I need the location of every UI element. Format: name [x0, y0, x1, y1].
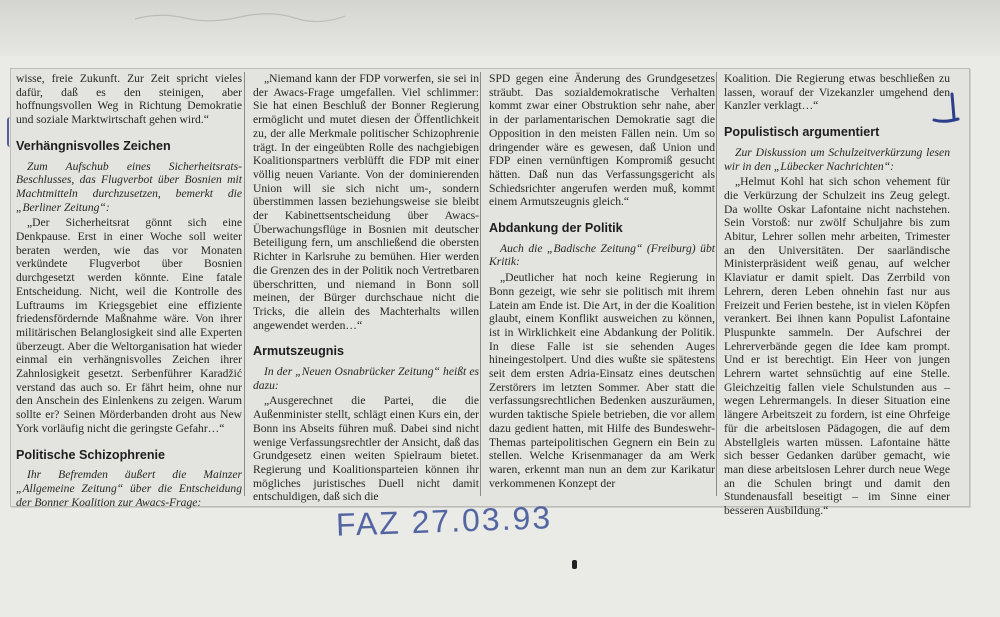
heading: Armutszeugnis	[253, 344, 344, 359]
heading: Populistisch argumentiert	[724, 125, 880, 140]
paragraph: SPD gegen eine Änderung des Grundgesetzes sträubt. Das sozialdemokratische Verhalten kommt zwar einer Obstruktion sehr nahe, aber in der parlamentarischen Demokratie sagt die Opposition in den meisten Fällen nein. Um so dringender wäre es gewesen, daß Union und FDP einen vernünftigen Kompromiß gesucht hätten. Daß nun das Verfassungsgericht als Schiedsrichter angerufen werden muß, kommt einem Armutszeugnis gleich.“	[489, 72, 715, 209]
column-1	[16, 72, 242, 511]
intro-line: Zum Aufschub eines Sicherheitsrats-Beschlusses, das Flugverbot über Bosnien mit Machtmitteln durchzusetzen, bemerkt die „Berliner Zeitung“:	[16, 159, 242, 214]
paragraph: „Ausgerechnet die Partei, die die Außenminister stellt, schlägt einen Kurs ein, der Bonn ins Abseits führen muß. Dabei sind nicht wenige Verfassungsrechtler der Ansicht, daß das Grundgesetz einen weiten Spielraum bietet. Regierung und Koalitionsparteien können ihr mögliches juristisches Duell nicht damit entschuldigen, daß sich die	[253, 394, 479, 504]
intro-line: In der „Neuen Osnabrücker Zeitung“ heißt es dazu:	[253, 365, 479, 392]
intro-line: Ihr Befremden äußert die Mainzer „Allgemeine Zeitung“ über die Entscheidung der Bonner Koalition zur Awacs-Frage:	[16, 468, 242, 509]
intro-line: Zur Diskussion um Schulzeitverkürzung lesen wir in den „Lübecker Nachrichten“:	[724, 145, 950, 173]
heading: Politische Schizophrenie	[16, 447, 166, 462]
paragraph: „Deutlicher hat noch keine Regierung in Bonn gezeigt, wie sehr sie politisch mit ihrem Latein am Ende ist. Die Art, in der die Koalition glaubt, einem Konflikt ausweichen zu können, ist in Wirklichkeit eine Abdankung der Politik. In diese Falle ist sie sehenden Auges hineingestolpert. Und dies wußte sie spätestens seit dem ersten Adria-Einsatz eines deutschen Zerstörers im letzten Sommer. Aber statt die verfassungsrechtlichen Bedenken auszuräumen, wurden taktische Spiele betrieben, die vor allem dazu gedient hatten, mit Hilfe des Bundeswehr-Themas parteipolitischen Gegnern ein Bein zu stellen. Welche Krisenmanager da am Werk waren, erkennt man nun an dem zur Karikatur verkommenen Konzept der	[489, 271, 715, 490]
margin-pen-mark	[7, 117, 15, 147]
paragraph: „Helmut Kohl hat sich schon vehement für die Verkürzung der Schulzeit ins Zeug gelegt. Da wollte Oskar Lafontaine nicht nachstehen. Sein Vorstoß: nur zwölf Schuljahre bis zum Abitur, Lehrer sollen mehr arbeiten, Trimester an den Universitäten. Der saarländische Ministerpräsident weiß genau, auf welcher Klaviatur er damit spielt. Das Zerrbild von Lehrern, deren Leben ohnehin fast nur aus Freizeit und Ferien bestehe, ist in vielen Köpfen verankert. Bei ihnen kann Populist Lafontaine Pluspunkte sammeln. Der Aufschrei der Lehrerverbände gegen die Idee kam prompt. Und er ist berechtigt. Ein Heer von jungen Lehrern wartet sehnsüchtig auf eine Stelle. Gleichzeitig fallen viele Schulstunden aus – wegen Lehrermangels. In dieser Situation eine längere Arbeitszeit zu fordern, ist eine Ohrfeige für die arbeitslosen Pädagogen, die auf dem Abstellgleis warten müssen. Lafontaine hätte sich besser Gedanken darüber gemacht, wie man diese arbeitslosen Lehrer durch neue Wege an die Schulen bringt und damit den Stundenausfall beseitigt – im Sinne einer besseren Ausbildung.“	[724, 175, 950, 518]
column-3	[489, 72, 715, 490]
column-2	[253, 72, 479, 504]
column-rule	[244, 72, 245, 496]
top-paper-edge	[0, 0, 1000, 56]
paragraph: wisse, freie Zukunft. Zur Zeit spricht vieles dafür, daß es den steinigen, aber hoffnungsvollen Weg in Richtung Demokratie und soziale Marktwirtschaft gehen wird.“	[16, 72, 242, 127]
handwritten-source-note: FAZ 27.03.93	[335, 499, 553, 543]
paragraph: „Der Sicherheitsrat gönnt sich eine Denkpause. Erst in einer Woche soll weiter beraten werden, wie das vor Monaten verkündete Flugverbot über Bosnien durchgesetzt werden könnte. Eine fatale Entscheidung. Nicht, weil die Kontrolle des Luftraums im Kriegsgebiet eine effiziente friedensfördernde Maßnahme wäre. Von ihrer militärischen Belanglosigkeit sind alle Experten überzeugt. Aber die Weltorganisation hat wieder einmal ein verhängnisvolles Zeichen ihrer Zahnlosigkeit gesetzt. Serbenführer Karadžić verstand das auch so. Er fährt heim, ohne nur den Anschein des Einlenkens zu zeigen. Warum sollte er? Seinen Mörderbanden droht aus New York vorläufig nicht die geringste Gefahr…“	[16, 216, 242, 435]
column-rule	[480, 72, 481, 496]
column-4	[724, 72, 950, 518]
ink-dot	[572, 560, 577, 569]
heading: Abdankung der Politik	[489, 221, 623, 236]
faint-pencil-note	[130, 10, 350, 24]
intro-line: Auch die „Badische Zeitung“ (Freiburg) übt Kritik:	[489, 241, 715, 269]
heading: Verhängnisvolles Zeichen	[16, 138, 171, 153]
paragraph: Koalition. Die Regierung etwas beschließen zu lassen, worauf der Vizekanzler umgehend den Kanzler verklagt…“	[724, 72, 950, 113]
paragraph: „Niemand kann der FDP vorwerfen, sie sei in der Awacs-Frage umgefallen. Viel schlimmer: Sie hat einen Beschluß der Bonner Regierung ermöglicht und mutet diesen der Öffentlichkeit zu, der alle Merkmale politischer Schizophrenie trägt. In der eingeübten Rolle des nachgiebigen Koalitionspartners verblüfft die FDP mit einer völlig neuen Variante. Von der dominierenden Union will sie sich nicht um-, sondern überstimmen lassen beziehungsweise sie bleibt der Kabinettsentscheidung über Awacs-Überwachungsflüge in Bosnien mit deutscher Beteiligung fern, um anschließend die obersten Richter in Karlsruhe zu bemühen. Hier werden die Grenzen des in der Politik noch Vertretbaren überschritten, und niemand in Bonn soll meinen, der Bürger durchschaue nicht die Tricks, die allein des Machterhalts willen angewendet werden…“	[253, 72, 479, 332]
column-rule	[716, 72, 717, 496]
